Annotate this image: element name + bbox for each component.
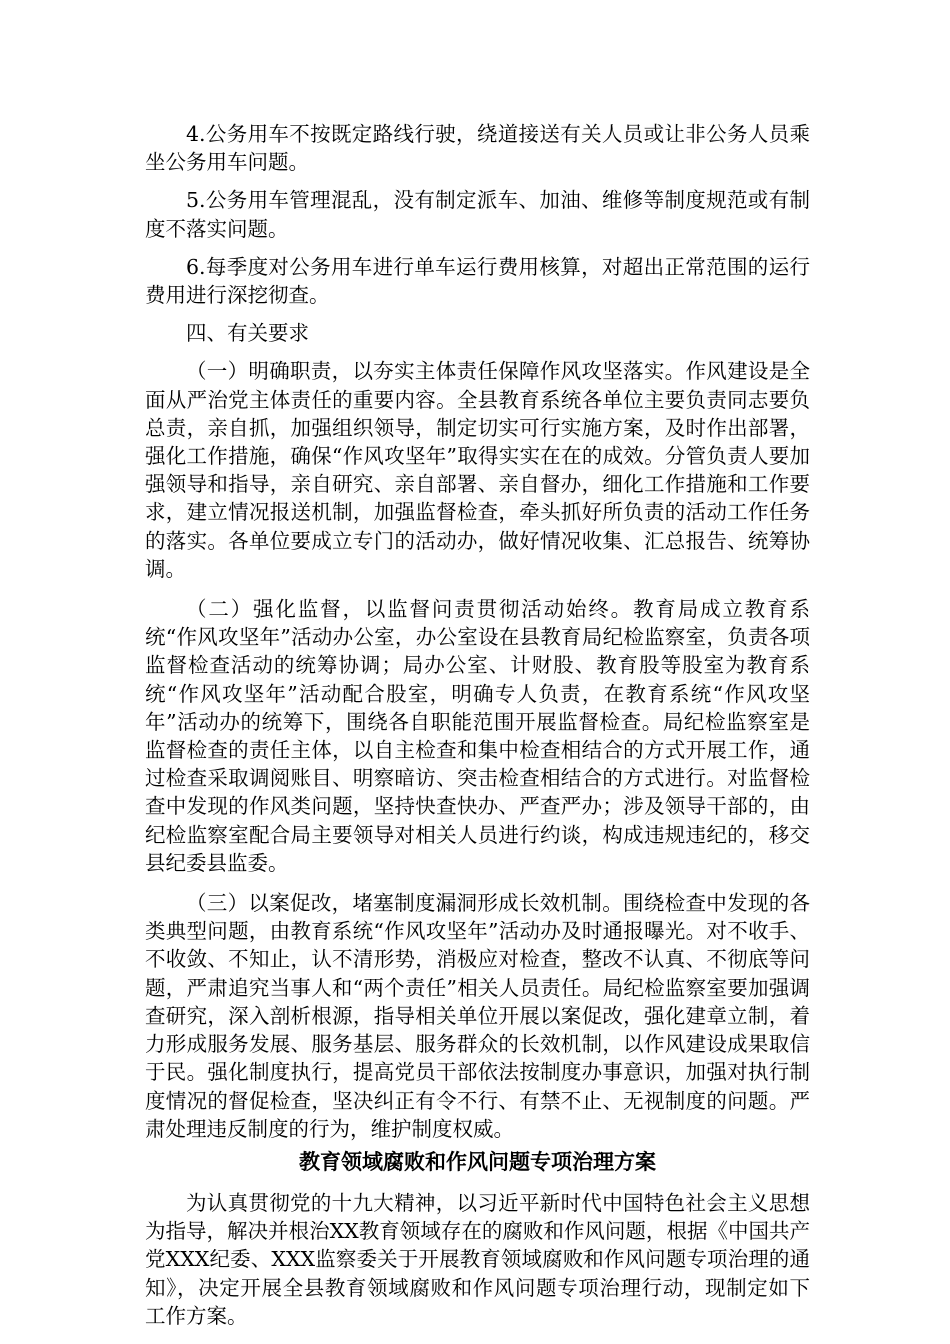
paragraph-requirement-1: （一）明确职责，以夯实主体责任保障作风攻坚落实。作风建设是全面从严治党主体责任的重要内容。全县教育系统各单位主要负责同志要负总责，亲自抓，加强组织领导，制定切实可行实施方案，及时作出部署，强化工作措施，确保“作风攻坚年”取得实实在在的成效。分管负责人要加强领导和指导，亲自研究、亲自部署、亲自督办，细化工作措施和工作要求，建立情况报送机制，加强监督检查，牵头抓好所负责的活动工作任务的落实。各单位要成立专门的活动办，做好情况收集、汇总报告、统筹协调。 xyxy=(145,359,810,581)
paragraph-item-6: 6.每季度对公务用车进行单车运行费用核算，对超出正常范围的运行费用进行深挖彻查。 xyxy=(145,254,810,308)
paragraph-requirement-2: （二）强化监督，以监督问责贯彻活动始终。教育局成立教育系统“作风攻坚年”活动办公室，办公室设在县教育局纪检监察室，负责各项监督检查活动的统筹协调；局办公室、计财股、教育股等股室为教育系统“作风攻坚年”活动配合股室，明确专人负责，在教育系统“作风攻坚年”活动办的统筹下，围绕各自职能范围开展监督检查。局纪检监察室是监督检查的责任主体，以自主检查和集中检查相结合的方式开展工作，通过检查采取调阅账目、明察暗访、突击检查相结合的方式进行。对监督检查中发现的作风类问题，坚持快查快办、严查严办；涉及领导干部的，由纪检监察室配合局主要领导对相关人员进行约谈，构成违规违纪的，移交县纪委县监委。 xyxy=(145,597,810,875)
paragraph-item-5: 5.公务用车管理混乱，没有制定派车、加油、维修等制度规范或有制度不落实问题。 xyxy=(145,188,810,241)
section-heading-requirements: 四、有关要求 xyxy=(186,321,309,346)
document-page xyxy=(145,120,810,1330)
document-title: 教育领域腐败和作风问题专项治理方案 xyxy=(299,1149,656,1174)
paragraph-requirement-3: （三）以案促改，堵塞制度漏洞形成长效机制。围绕检查中发现的各类典型问题，由教育系统“作风攻坚年”活动办及时通报曝光。对不收手、不收敛、不知止，认不清形势，消极应对检查，整改不认真、不彻底等问题，严肃追究当事人和“两个责任”相关人员责任。局纪检监察室要加强调查研究，深入剖析根源，指导相关单位开展以案促改，强化建章立制，着力形成服务发展、服务基层、服务群众的长效机制，以作风建设成果取信于民。强化制度执行，提高党员干部依法按制度办事意识，加强对执行制度情况的督促检查，坚决纠正有令不行、有禁不止、无视制度的问题。严肃处理违反制度的行为，维护制度权威。 xyxy=(145,891,810,1141)
paragraph-intro: 为认真贯彻党的十九大精神，以习近平新时代中国特色社会主义思想为指导，解决并根治XX教育领域存在的腐败和作风问题，根据《中国共产党XXX纪委、XXX监察委关于开展教育领域腐败和作风问题专项治理的通知》，决定开展全县教育领域腐败和作风问题专项治理行动，现制定如下工作方案。 xyxy=(145,1190,810,1328)
paragraph-item-4: 4.公务用车不按既定路线行驶，绕道接送有关人员或让非公务人员乘坐公务用车问题。 xyxy=(145,122,810,175)
